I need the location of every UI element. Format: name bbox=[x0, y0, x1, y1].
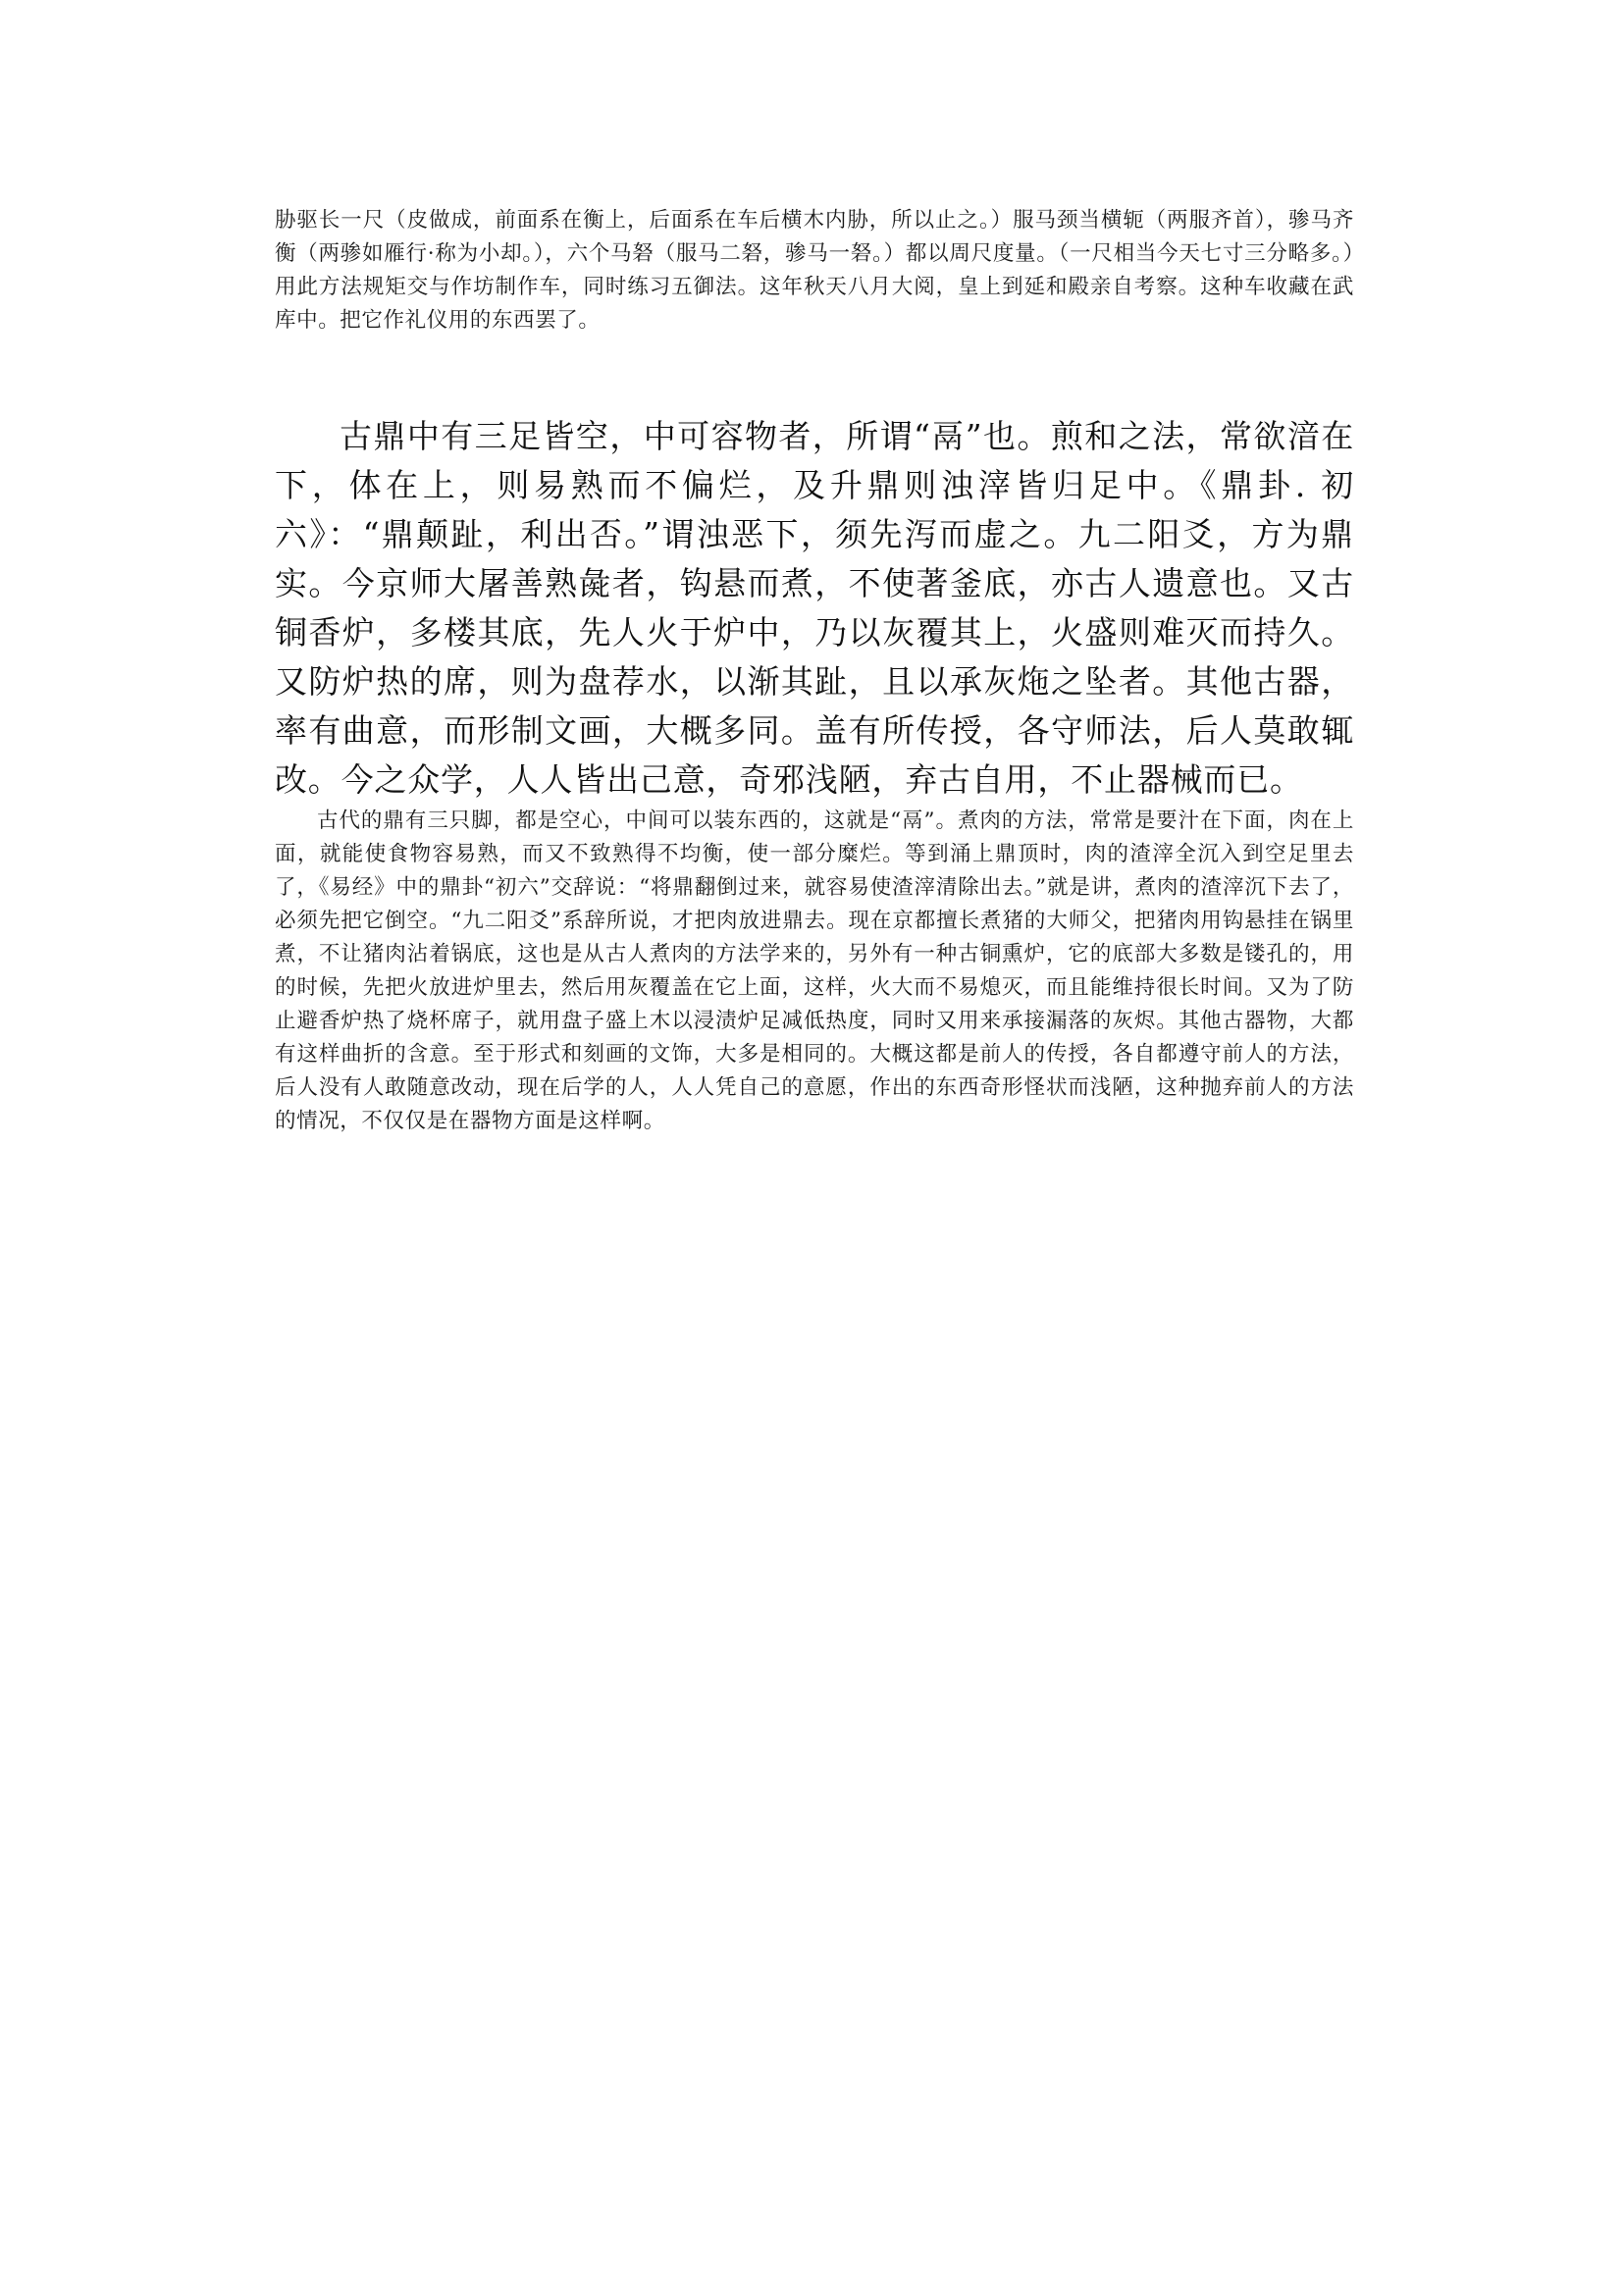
classical-text-paragraph-ding: 古鼎中有三足皆空，中可容物者，所谓“鬲”也。煎和之法，常欲湆在下，体在上，则易熟而不偏烂，及升鼎则浊滓皆归足中。《鼎卦. 初六》：“鼎颠趾，利出否。”谓浊恶下，须先泻而虚之。九二阳爻，方为鼎实。今京师大屠善熟彘者，钩悬而煮，不使著釜底，亦古人遗意也。又古铜香炉，多楼其底，先人火于炉中，乃以灰覆其上，火盛则难灭而持久。又防炉热的席，则为盘荐水，以渐其趾，且以承灰炧之坠者。其他古器，率有曲意，而形制文画，大概多同。盖有所传授，各守师法，后人莫敢辄改。今之众学，人人皆出己意，奇邪浅陋，弃古自用，不止器械而已。 bbox=[275, 417, 1354, 799]
translation-paragraph-ding: 古代的鼎有三只脚，都是空心，中间可以装东西的，这就是“鬲”。煮肉的方法，常常是要汁在下面，肉在上面，就能使食物容易熟，而又不致熟得不均衡，使一部分糜烂。等到涌上鼎顶时，肉的渣滓全沉入到空足里去了，《易经》中的鼎卦“初六”交辞说：“将鼎翻倒过来，就容易使渣滓清除出去。”就是讲，煮肉的渣滓沉下去了，必须先把它倒空。“九二阳爻”系辞所说，才把肉放进鼎去。现在京都擅长煮猪的大师父，把猪肉用钩悬挂在锅里煮，不让猪肉沾着锅底，这也是从古人煮肉的方法学来的，另外有一种古铜熏炉，它的底部大多数是镂孔的，用的时候，先把火放进炉里去，然后用灰覆盖在它上面，这样，火大而不易熄灭，而且能维持很长时间。又为了防止避香炉热了烧杯席子，就用盘子盛上木以浸渍炉足减低热度，同时又用来承接漏落的灰烬。其他古器物，大都有这样曲折的含意。至于形式和刻画的文饰，大多是相同的。大概这都是前人的传授，各自都遵守前人的方法，后人没有人敢随意改动，现在后学的人，人人凭自己的意愿，作出的东西奇形怪状而浅陋，这种抛弃前人的方法的情况，不仅仅是在器物方面是这样啊。 bbox=[275, 808, 1354, 1133]
translation-paragraph-carriage: 胁驱长一尺（皮做成，前面系在衡上，后面系在车后横木内胁，所以止之。）服马颈当横轭（两服齐首），骖马齐衡（两骖如雁行·称为小却。），六个马砮（服马二砮，骖马一砮。）都以周尺度量。（一尺相当今天七寸三分略多。）用此方法规矩交与作坊制作车，同时练习五御法。这年秋天八月大阅，皇上到延和殿亲自考察。这种车收藏在武库中。把它作礼仪用的东西罢了。 bbox=[275, 208, 1354, 333]
